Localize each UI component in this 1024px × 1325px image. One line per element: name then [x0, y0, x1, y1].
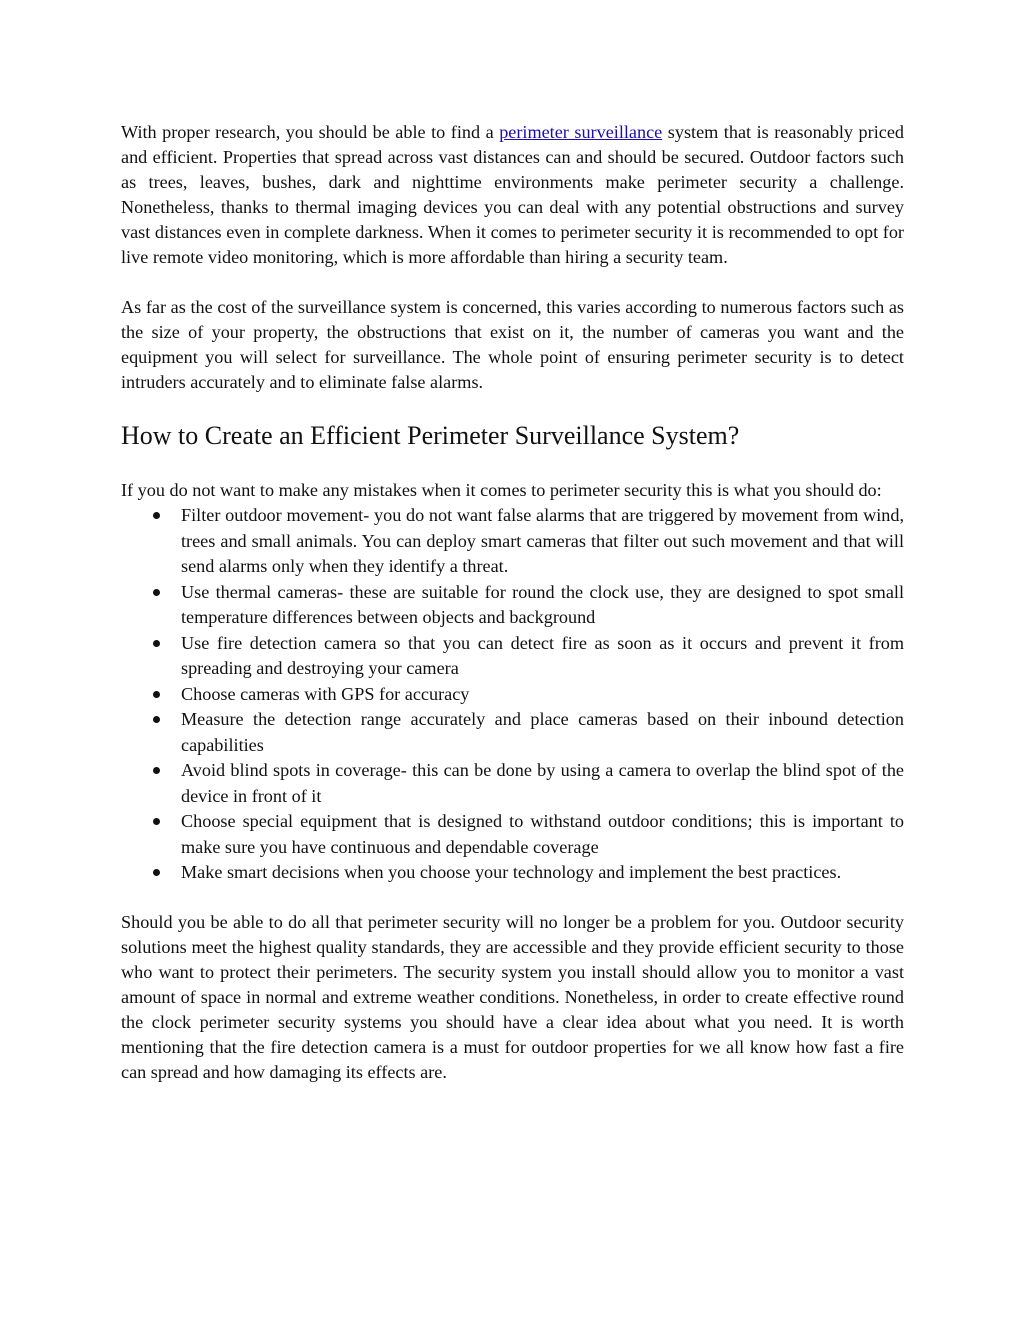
list-item — [121, 503, 904, 580]
list-item — [121, 758, 904, 809]
list-item — [121, 809, 904, 860]
bullet-icon — [153, 767, 160, 774]
list-item-text: Filter outdoor movement- you do not want false alarms that are triggered by movement from wind, trees and small animals. You can deploy smart cameras that filter out such movement and that will send alarms only when they identify a threat. — [181, 505, 904, 576]
bullet-icon — [153, 818, 160, 825]
paragraph-intro-start: With proper research, you should be able to find a — [121, 122, 500, 142]
list-item-text: Choose cameras with GPS for accuracy — [181, 683, 470, 704]
list-item-text: Use fire detection camera so that you can detect fire as soon as it occurs and prevent it from spreading and destroying your camera — [181, 632, 904, 678]
list-item — [121, 860, 904, 886]
paragraph-intro — [121, 120, 904, 270]
paragraph-cost: As far as the cost of the surveillance system is concerned, this varies according to numerous factors such as the size of your property, the obstructions that exist on it, the number of cameras you want and the equipment you will select for surveillance. The whole point of ensuring perimeter security is to detect intruders accurately and to eliminate false alarms. — [121, 297, 904, 392]
document-page — [121, 120, 904, 1085]
perimeter-surveillance-link[interactable]: perimeter surveillance — [499, 122, 663, 142]
list-item-text: Measure the detection range accurately and place cameras based on their inbound detection capabilities — [181, 709, 904, 755]
paragraph-conclusion: Should you be able to do all that perimeter security will no longer be a problem for you. Outdoor security solutions meet the highest quality standards, they are accessible and they provide efficient security to those who want to protect their perimeters. The security system you install should allow you to monitor a vast amount of space in normal and extreme weather conditions. Nonetheless, in order to create effective round the clock perimeter security systems you should have a clear idea about what you need. It is worth mentioning that the fire detection camera is a must for outdoor properties for we all know how fast a fire can spread and how damaging its effects are. — [121, 911, 904, 1082]
bullet-icon — [153, 716, 160, 723]
list-item-text: Use thermal cameras- these are suitable for round the clock use, they are designed to spot small temperature differences between objects and background — [181, 581, 904, 627]
list-item-text: Choose special equipment that is designed to withstand outdoor conditions; this is important to make sure you have continuous and dependable coverage — [181, 811, 904, 857]
section-heading: How to Create an Efficient Perimeter Surveillance System? — [121, 421, 740, 450]
list-item — [121, 631, 904, 682]
list-item-text: Make smart decisions when you choose your technology and implement the best practices. — [181, 862, 842, 882]
bullet-icon — [153, 640, 160, 647]
list-intro: If you do not want to make any mistakes when it comes to perimeter security this is what you should do: — [121, 480, 882, 500]
bullet-icon — [153, 691, 160, 698]
paragraph-intro-rest: system that is reasonably priced and efficient. Properties that spread across vast distances can and should be secured. Outdoor factors such as trees, leaves, bushes, dark and nighttime environments make perimeter security a challenge. Nonetheless, thanks to thermal imaging devices you can deal with any potential obstructions and survey vast distances even in complete darkness. When it comes to perimeter security it is recommended to opt for live remote video monitoring, which is more affordable than hiring a security team. — [121, 122, 904, 267]
bullet-icon — [153, 869, 160, 876]
list-item — [121, 682, 904, 708]
bullet-icon — [153, 512, 160, 519]
list-item — [121, 580, 904, 631]
list-item-text: Avoid blind spots in coverage- this can be done by using a camera to overlap the blind spot of the device in front of it — [181, 760, 904, 806]
list-item — [121, 707, 904, 758]
bullet-list — [121, 503, 904, 886]
bullet-icon — [153, 589, 160, 596]
